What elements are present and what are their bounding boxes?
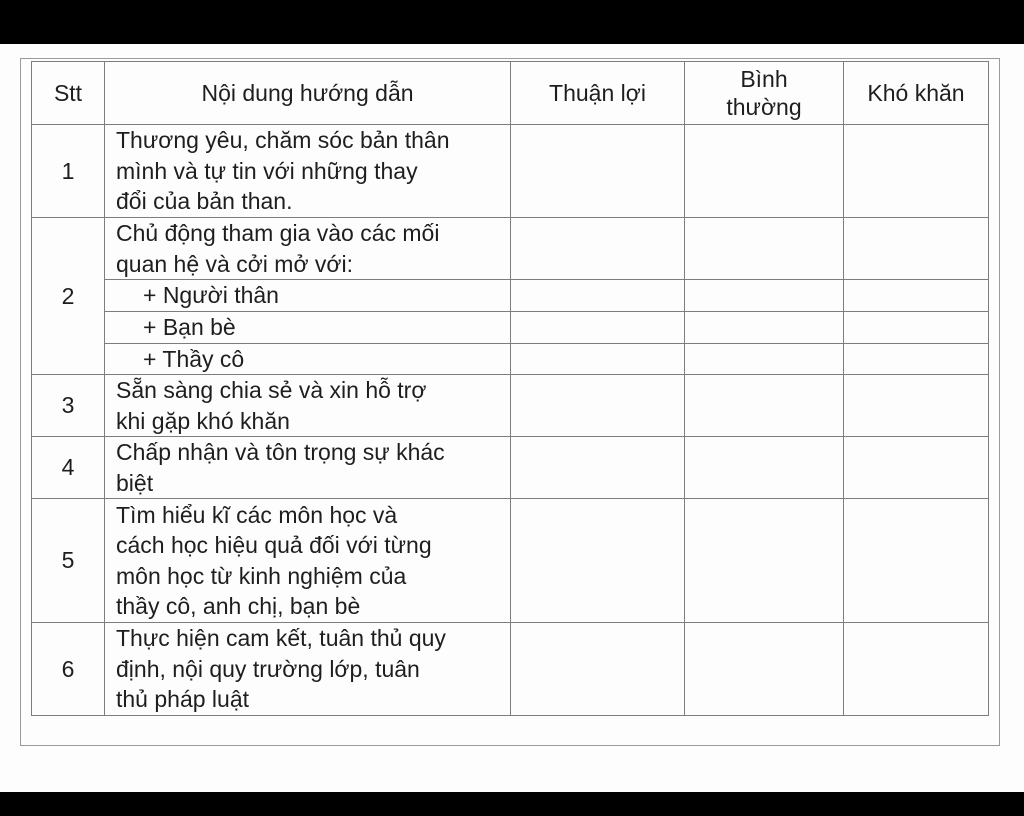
- subitem-teachers: + Thầy cô: [105, 343, 511, 375]
- row-content: [105, 499, 511, 623]
- table-row: [32, 375, 989, 437]
- content-line: thủ pháp luật: [116, 686, 250, 712]
- cell-difficult[interactable]: [844, 280, 989, 312]
- content-line: Chấp nhận và tôn trọng sự khác: [116, 439, 445, 465]
- content-line: cách học hiệu quả đối với từng: [116, 532, 432, 558]
- content-line: định, nội quy trường lớp, tuân: [116, 655, 420, 682]
- cell-favorable[interactable]: [511, 375, 685, 437]
- table-row: [32, 218, 989, 280]
- cell-normal[interactable]: [685, 218, 844, 280]
- cell-favorable[interactable]: [511, 280, 685, 312]
- row-number: 2: [32, 218, 105, 375]
- content-line: Thương yêu, chăm sóc bản thân: [116, 127, 450, 154]
- content-line: đổi của bản than.: [116, 188, 293, 215]
- row-content: [105, 125, 511, 218]
- header-row: [32, 62, 989, 125]
- cell-favorable[interactable]: [511, 437, 685, 499]
- content-line: Thực hiện cam kết, tuân thủ quy: [116, 625, 446, 651]
- header-normal-line1: Bình: [740, 66, 788, 92]
- cell-difficult[interactable]: [844, 311, 989, 343]
- cell-favorable[interactable]: [511, 343, 685, 375]
- cell-favorable[interactable]: [511, 311, 685, 343]
- document-page: [0, 44, 1024, 792]
- cell-difficult[interactable]: [844, 343, 989, 375]
- table-row: [32, 499, 989, 623]
- subitem-friends: + Bạn bè: [105, 311, 511, 343]
- cell-difficult[interactable]: [844, 623, 989, 716]
- cell-favorable[interactable]: [511, 623, 685, 716]
- header-normal: [685, 62, 844, 125]
- header-difficult: Khó khăn: [844, 62, 989, 125]
- cell-difficult[interactable]: [844, 218, 989, 280]
- row-number: 1: [32, 125, 105, 218]
- cell-difficult[interactable]: [844, 499, 989, 623]
- cell-difficult[interactable]: [844, 125, 989, 218]
- cell-normal[interactable]: [685, 343, 844, 375]
- table-row: [32, 623, 989, 716]
- table-subrow: [32, 311, 989, 343]
- cell-normal[interactable]: [685, 311, 844, 343]
- table-row: [32, 125, 989, 218]
- cell-normal[interactable]: [685, 499, 844, 623]
- content-line: thầy cô, anh chị, bạn bè: [116, 593, 361, 619]
- header-content: Nội dung hướng dẫn: [105, 62, 511, 125]
- header-normal-line2: thường: [726, 94, 802, 120]
- row-number: 4: [32, 437, 105, 499]
- content-line: quan hệ và cởi mở với:: [116, 250, 354, 277]
- header-favorable: Thuận lợi: [511, 62, 685, 125]
- content-line: khi gặp khó khăn: [116, 407, 290, 434]
- cell-difficult[interactable]: [844, 375, 989, 437]
- cell-normal[interactable]: [685, 375, 844, 437]
- row-number: 6: [32, 623, 105, 716]
- content-line: mình và tự tin với những thay: [116, 157, 418, 184]
- table-subrow: [32, 343, 989, 375]
- cell-normal[interactable]: [685, 280, 844, 312]
- table-subrow: [32, 280, 989, 312]
- row-number: 3: [32, 375, 105, 437]
- header-stt: Stt: [32, 62, 105, 125]
- cell-normal[interactable]: [685, 125, 844, 218]
- row-content: [105, 437, 511, 499]
- content-line: Tìm hiểu kĩ các môn học và: [116, 501, 398, 528]
- row-content: [105, 218, 511, 280]
- row-content: [105, 623, 511, 716]
- cell-favorable[interactable]: [511, 125, 685, 218]
- evaluation-table: [31, 61, 989, 716]
- cell-favorable[interactable]: [511, 499, 685, 623]
- cell-normal[interactable]: [685, 623, 844, 716]
- cell-difficult[interactable]: [844, 437, 989, 499]
- cell-normal[interactable]: [685, 437, 844, 499]
- table-row: [32, 437, 989, 499]
- content-line: biệt: [116, 469, 154, 496]
- content-line: Chủ động tham gia vào các mối: [116, 220, 440, 246]
- content-line: Sẵn sàng chia sẻ và xin hỗ trợ: [116, 377, 427, 403]
- row-number: 5: [32, 499, 105, 623]
- row-content: [105, 375, 511, 437]
- content-line: môn học từ kinh nghiệm của: [116, 562, 407, 589]
- subitem-family: + Người thân: [105, 280, 511, 312]
- cell-favorable[interactable]: [511, 218, 685, 280]
